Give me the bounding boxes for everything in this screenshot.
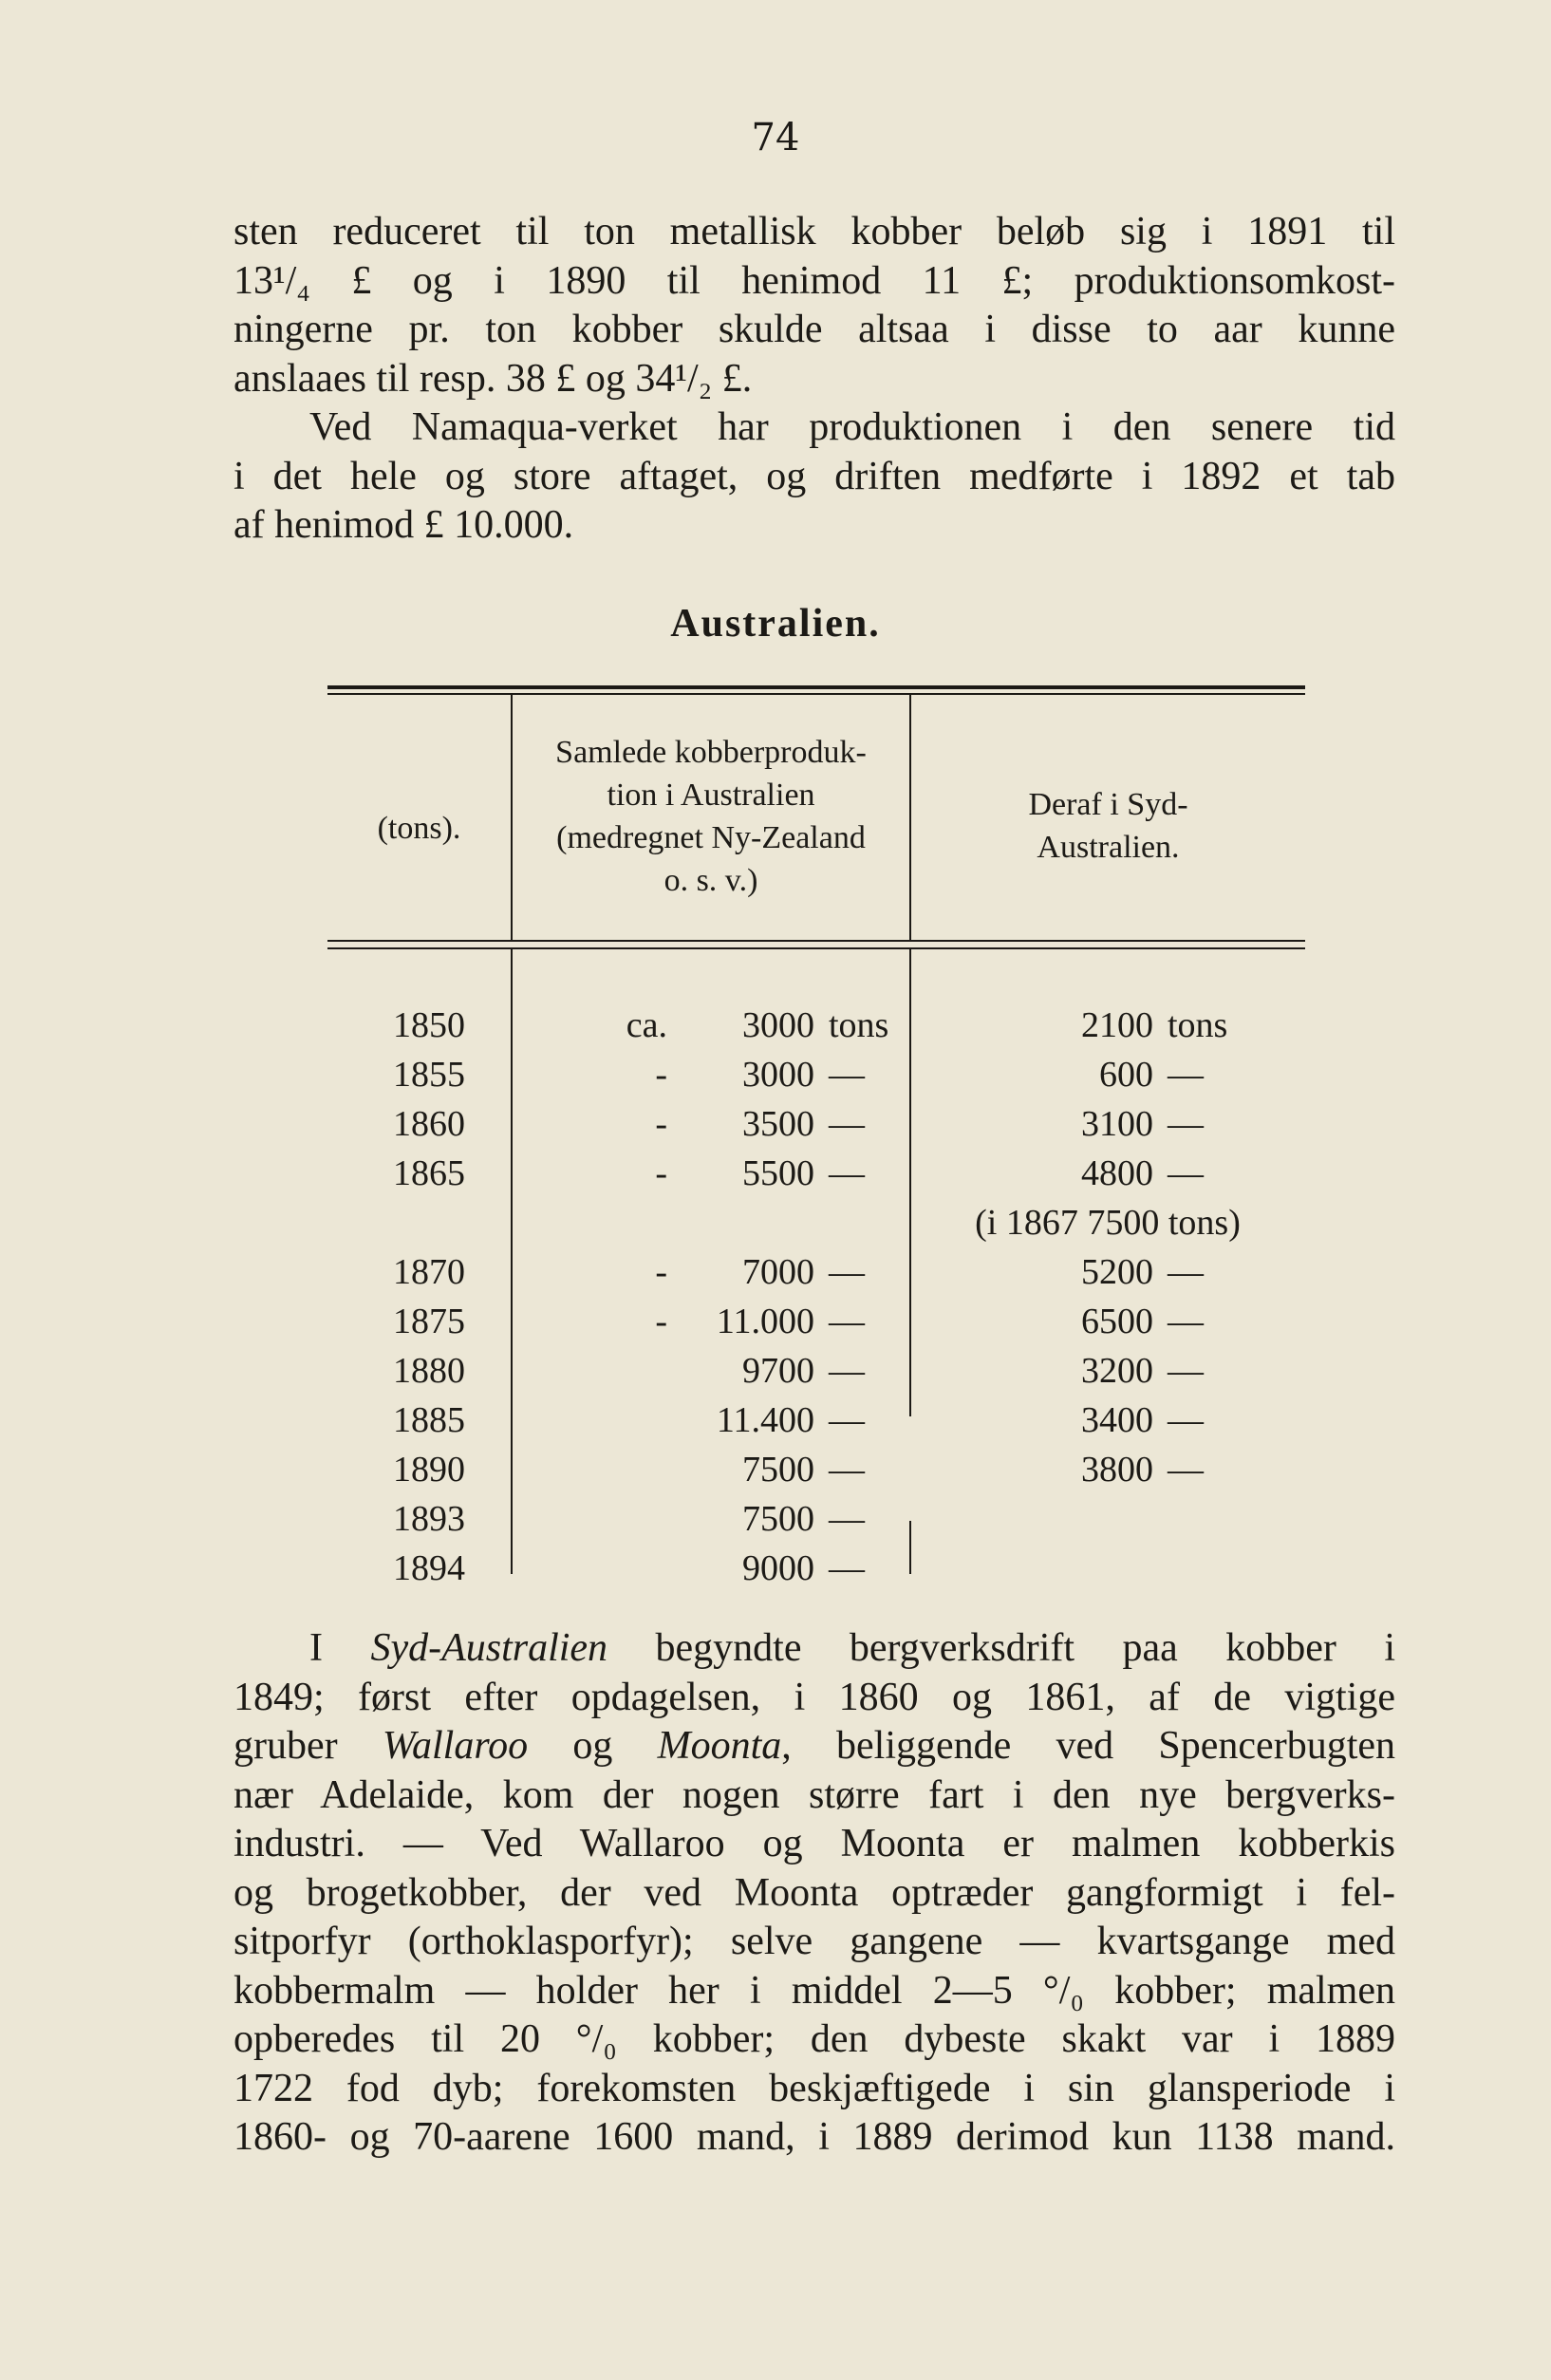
text-line: nær Adelaide, kom der nogen større fart i den nye bergverks- (234, 1772, 1395, 1817)
south-cell: 5200 (1081, 1252, 1153, 1292)
text-run: begyndte bergverksdrift paa kobber i (607, 1626, 1395, 1670)
south-unit-cell: — (1168, 1104, 1204, 1144)
header-line: Deraf i Syd- (1028, 787, 1188, 822)
header-rule-2 (327, 947, 1305, 949)
text-line: af henimod £ 10.000. (234, 503, 574, 547)
table-row (327, 1346, 1305, 1396)
total-cell: 11.400 (716, 1400, 814, 1440)
south-cell: 2100 (1081, 1005, 1153, 1045)
text-line: 13¹/₄ £ og i 1890 til henimod 11 £; produktionsomkost- (234, 258, 1395, 303)
south-cell: 3200 (1081, 1351, 1153, 1391)
table-row (327, 1247, 1305, 1297)
table-row (327, 1050, 1305, 1099)
unit-cell: — (829, 1104, 865, 1144)
italic-place-name: Syd-Australien (370, 1626, 608, 1670)
paragraph-2 (234, 403, 1395, 551)
header-line: o. s. v.) (663, 863, 758, 898)
south-cell: 3800 (1081, 1450, 1153, 1490)
unit-cell: — (829, 1548, 865, 1588)
text-run: gruber (234, 1724, 383, 1768)
italic-place-name: Wallaroo (382, 1724, 529, 1768)
text-line: sten reduceret til ton metallisk kobber beløb sig i 1891 til (234, 210, 1395, 253)
prefix-cell: - (655, 1055, 667, 1095)
south-cell: 3400 (1081, 1400, 1153, 1440)
south-unit-cell: — (1168, 1055, 1204, 1095)
total-cell: 9000 (742, 1548, 814, 1588)
table-row (327, 1149, 1305, 1198)
total-cell: 3000 (742, 1055, 814, 1095)
total-cell: 5500 (742, 1153, 814, 1193)
text-line: Ved Namaqua-verket har produktionen i den senere tid (309, 405, 1395, 449)
unit-cell: — (829, 1302, 865, 1341)
prefix-cell: - (655, 1302, 667, 1341)
text-line: sitporfyr (orthoklasporfyr); selve gangene — kvartsgange med (234, 1920, 1395, 1963)
header-line: Samlede kobberproduk- (555, 735, 867, 770)
table-row (327, 1544, 1305, 1593)
prefix-cell: - (655, 1252, 667, 1292)
paragraph-1 (234, 208, 1395, 403)
year-cell: 1855 (393, 1055, 465, 1095)
header-rule (327, 940, 1305, 942)
table-row (327, 1297, 1305, 1346)
text-line: 1849; først efter opdagelsen, i 1860 og 1861, af de vigtige (234, 1675, 1395, 1719)
text-line: industri. — Ved Wallaroo og Moonta er malmen kobberkis (234, 1822, 1395, 1865)
text-run: , beliggende ved Spencerbugten (781, 1724, 1395, 1768)
header-total (513, 731, 909, 902)
page-number: 74 (751, 116, 800, 159)
year-cell: 1865 (393, 1153, 465, 1193)
south-unit-cell: — (1168, 1400, 1204, 1440)
text-line: anslaaes til resp. 38 £ og 34¹/₂ £. (234, 356, 753, 401)
paragraph-3 (234, 1624, 1395, 2163)
header-south (911, 783, 1305, 869)
prefix-cell: - (655, 1153, 667, 1193)
year-cell: 1890 (393, 1450, 465, 1490)
table-row (327, 1396, 1305, 1445)
text-line: opberedes til 20 °/₀ kobber; den dybeste skakt var i 1889 (234, 2017, 1395, 2061)
south-unit-cell: — (1168, 1252, 1204, 1292)
text-line: ningerne pr. ton kobber skulde altsaa i disse to aar kunne (234, 308, 1395, 351)
year-cell: 1893 (393, 1499, 465, 1539)
text-line: i det hele og store aftaget, og driften medførte i 1892 et tab (234, 454, 1395, 498)
prefix-cell: ca. (626, 1005, 667, 1045)
year-cell: 1860 (393, 1104, 465, 1144)
header-year: (tons). (377, 811, 461, 846)
total-cell: 7000 (742, 1252, 814, 1292)
text-line: og brogetkobber, der ved Moonta optræder gangformigt i fel- (234, 1870, 1395, 1915)
unit-cell: — (829, 1351, 865, 1391)
year-cell: 1885 (393, 1400, 465, 1440)
prefix-cell: - (655, 1104, 667, 1144)
total-cell: 11.000 (716, 1302, 814, 1341)
text-run: I (309, 1626, 371, 1670)
unit-cell: — (829, 1252, 865, 1292)
total-cell: 3500 (742, 1104, 814, 1144)
unit-cell: — (829, 1153, 865, 1193)
text-line: 1860- og 70-aarene 1600 mand, i 1889 derimod kun 1138 mand. (234, 2115, 1395, 2159)
total-cell: 7500 (742, 1499, 814, 1539)
text-line (234, 1722, 1395, 1771)
total-cell: 9700 (742, 1351, 814, 1391)
header-line: tion i Australien (607, 778, 815, 813)
text-run: og (528, 1724, 658, 1768)
table-row (327, 1445, 1305, 1494)
year-cell: 1880 (393, 1351, 465, 1391)
south-unit-cell: — (1168, 1351, 1204, 1391)
unit-cell: — (829, 1499, 865, 1539)
text-line: kobbermalm — holder her i middel 2—5 °/₀ kobber; malmen (234, 1968, 1395, 2013)
south-unit-cell: — (1168, 1302, 1204, 1341)
table-top-rule-thin (327, 693, 1305, 695)
unit-cell: — (829, 1400, 865, 1440)
south-unit-cell: tons (1168, 1005, 1228, 1045)
unit-cell: tons (829, 1005, 889, 1045)
production-table (327, 685, 1305, 1587)
year-cell: 1850 (393, 1005, 465, 1045)
south-cell: 3100 (1081, 1104, 1153, 1144)
year-cell: 1894 (393, 1548, 465, 1588)
italic-place-name: Moonta (657, 1724, 782, 1768)
header-line: (medregnet Ny-Zealand (556, 820, 866, 855)
table-top-rule (327, 685, 1305, 689)
south-cell: 4800 (1081, 1153, 1153, 1193)
table-row (327, 1494, 1305, 1544)
unit-cell: — (829, 1055, 865, 1095)
south-unit-cell: — (1168, 1450, 1204, 1490)
text-line (234, 1624, 1395, 1674)
year-cell: 1875 (393, 1302, 465, 1341)
year-cell: 1870 (393, 1252, 465, 1292)
section-title: Australien. (670, 602, 881, 646)
south-cell: 600 (1099, 1055, 1153, 1095)
south-cell: 6500 (1081, 1302, 1153, 1341)
note-cell: (i 1867 7500 tons) (975, 1203, 1241, 1243)
south-unit-cell: — (1168, 1153, 1204, 1193)
text-line: 1722 fod dyb; forekomsten beskjæftigede i sin glansperiode i (234, 2066, 1395, 2110)
header-line: Australien. (1037, 830, 1180, 865)
table-row (327, 1001, 1305, 1050)
table-row (327, 1099, 1305, 1149)
total-cell: 7500 (742, 1450, 814, 1490)
table-row-note (327, 1198, 1305, 1247)
unit-cell: — (829, 1450, 865, 1490)
total-cell: 3000 (742, 1005, 814, 1045)
